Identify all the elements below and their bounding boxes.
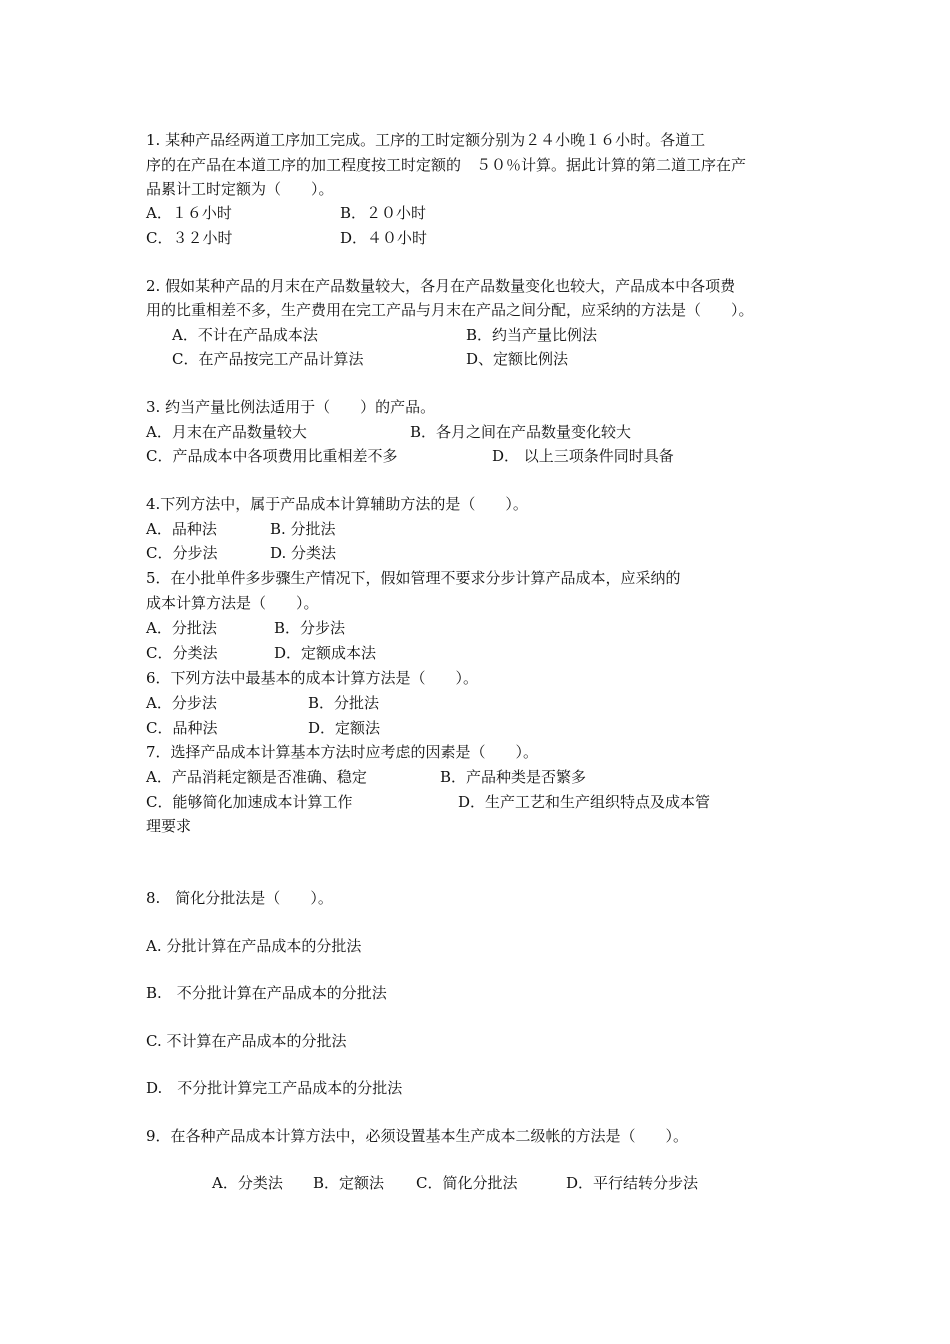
q8-option-d: D. 不分批计算完工产品成本的分批法 — [146, 1079, 403, 1097]
q1-option-c: C．３２小时 — [146, 229, 233, 247]
q3-option-b: B．各月之间在产品数量变化较大 — [410, 423, 632, 441]
q2-stem-line-2: 用的比重相差不多，生产费用在完工产品与月末在产品之间分配，应采纳的方法是（ ）。 — [146, 301, 754, 319]
q7-option-b: B．产品种类是否繁多 — [440, 768, 587, 786]
q3-option-a: A．月末在产品数量较大 — [146, 423, 307, 441]
q1-stem-line-2: 序的在产品在本道工序的加工程度按工时定额的 ５０％计算。据此计算的第二道工序在产 — [146, 156, 747, 174]
q1-stem-line-3: 品累计工时定额为（ ）。 — [146, 180, 334, 198]
q4-option-c: C．分步法 — [146, 544, 218, 562]
q4-stem: 4.下列方法中，属于产品成本计算辅助方法的是（ ）。 — [146, 495, 528, 513]
q5-stem-line-1: 5．在小批单件多步骤生产情况下，假如管理不要求分步计算产品成本，应采纳的 — [146, 569, 681, 587]
q4-option-b: B. 分批法 — [270, 520, 336, 538]
q2-option-a: A．不计在产品成本法 — [172, 326, 318, 344]
q3-stem: 3. 约当产量比例法适用于（ ）的产品。 — [146, 398, 436, 416]
q7-option-c: C．能够简化加速成本计算工作 — [146, 793, 353, 811]
q3-option-c: C．产品成本中各项费用比重相差不多 — [146, 447, 398, 465]
q7-option-d: D．生产工艺和生产组织特点及成本管 — [458, 793, 711, 811]
q9-stem: 9．在各种产品成本计算方法中，必须设置基本生产成本二级帐的方法是（ ）。 — [146, 1127, 689, 1145]
q7-stem: 7．选择产品成本计算基本方法时应考虑的因素是（ ）。 — [146, 743, 539, 761]
q6-stem: 6．下列方法中最基本的成本计算方法是（ ）。 — [146, 669, 479, 687]
q5-option-d: D．定额成本法 — [274, 644, 377, 662]
q5-option-c: C．分类法 — [146, 644, 218, 662]
q2-option-b: B．约当产量比例法 — [466, 326, 598, 344]
q9-option-c: C．简化分批法 — [416, 1174, 518, 1192]
q5-option-b: B．分步法 — [274, 619, 346, 637]
q5-stem-line-2: 成本计算方法是（ ）。 — [146, 594, 319, 612]
q6-option-a: A．分步法 — [146, 694, 217, 712]
q6-option-c: C．品种法 — [146, 719, 218, 737]
q7-option-d-continued: 理要求 — [146, 817, 192, 835]
q7-option-a: A．产品消耗定额是否准确、稳定 — [146, 768, 367, 786]
q5-option-a: A．分批法 — [146, 619, 217, 637]
q9-option-b: B．定额法 — [313, 1174, 385, 1192]
q6-option-b: B．分批法 — [308, 694, 380, 712]
q2-stem-line-1: 2. 假如某种产品的月末在产品数量较大，各月在产品数量变化也较大，产品成本中各项费 — [146, 277, 736, 295]
q3-option-d: D． 以上三项条件同时具备 — [492, 447, 674, 465]
q1-stem-line-1: 1. 某种产品经两道工序加工完成。工序的工时定额分别为２４小晚１６小时。各道工 — [146, 131, 706, 149]
q2-option-d: D、定额比例法 — [466, 350, 569, 368]
q8-option-b: B. 不分批计算在产品成本的分批法 — [146, 984, 387, 1002]
q8-option-a: A. 分批计算在产品成本的分批法 — [146, 937, 362, 955]
q6-option-d: D．定额法 — [308, 719, 381, 737]
q1-option-b: B．２０小时 — [340, 204, 427, 222]
q9-option-d: D．平行结转分步法 — [566, 1174, 699, 1192]
q8-stem: 8. 简化分批法是（ ）。 — [146, 889, 333, 907]
q1-option-a: A．１６小时 — [146, 204, 232, 222]
q1-option-d: D．４０小时 — [340, 229, 428, 247]
q8-option-c: C. 不计算在产品成本的分批法 — [146, 1032, 347, 1050]
q4-option-a: A．品种法 — [146, 520, 217, 538]
q2-option-c: C．在产品按完工产品计算法 — [172, 350, 364, 368]
q9-option-a: A．分类法 — [212, 1174, 283, 1192]
q4-option-d: D. 分类法 — [270, 544, 337, 562]
